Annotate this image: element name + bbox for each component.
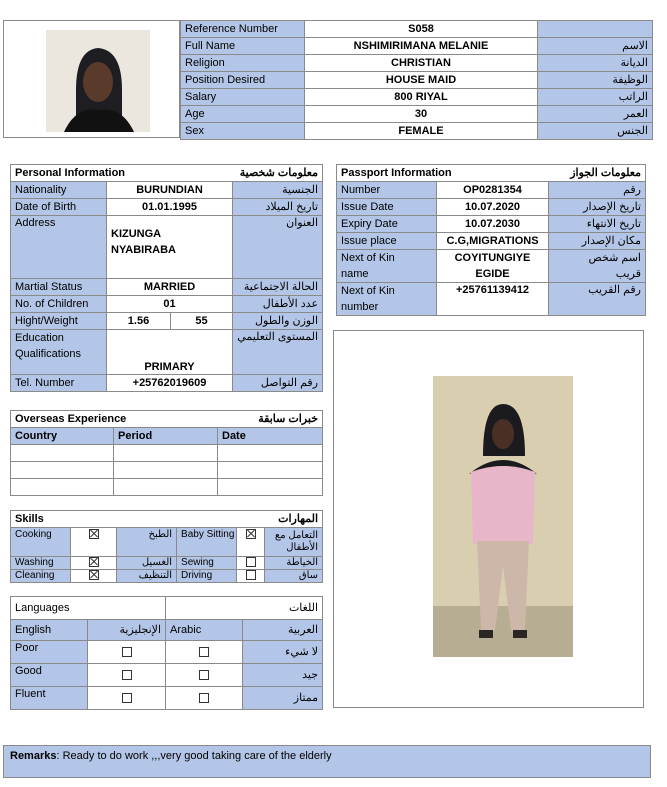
label: Salary xyxy=(181,89,305,106)
table-row xyxy=(11,462,323,479)
section-title: Languages xyxy=(11,597,166,620)
column-header: Country xyxy=(11,428,114,445)
overseas-header-row xyxy=(11,428,323,445)
label-ar: تاريخ الإصدار xyxy=(549,199,646,216)
cell xyxy=(11,445,114,462)
skill-label: Cooking xyxy=(11,528,71,557)
column-header: Date xyxy=(218,428,323,445)
row-education xyxy=(11,330,323,375)
skill-label-ar: الطبخ xyxy=(117,528,177,557)
level-label: Fluent xyxy=(11,687,88,710)
english-good-cell xyxy=(88,664,166,687)
label: Sex xyxy=(181,123,305,140)
arabic-good-checkbox[interactable] xyxy=(199,670,209,680)
english-fluent-cell xyxy=(88,687,166,710)
label-line2: number xyxy=(341,301,379,313)
value: +25761139412 xyxy=(437,283,549,316)
full-body-photo-frame xyxy=(333,330,644,708)
value: PRIMARY xyxy=(107,330,233,375)
label-line1: Education xyxy=(15,332,64,344)
skill-label-ar xyxy=(265,528,323,557)
label-ar: الراتب xyxy=(538,89,653,106)
value: 30 xyxy=(305,106,538,123)
label-ar-line1: اسم شخص xyxy=(588,252,641,264)
arabic-good-cell xyxy=(166,664,243,687)
address-line1: KIZUNGA xyxy=(111,228,162,240)
remarks-label: Remarks xyxy=(10,750,57,762)
skill-row-cooking xyxy=(11,528,323,557)
address-line2: NYABIRABA xyxy=(111,244,176,256)
level-label-ar: لا شيء xyxy=(243,641,323,664)
row-position xyxy=(181,72,653,89)
label-ar: تاريخ الانتهاء xyxy=(549,216,646,233)
overseas-title-row xyxy=(11,411,323,428)
row-nationality xyxy=(11,182,323,199)
cooking-checkbox-cell xyxy=(71,528,117,557)
value: HOUSE MAID xyxy=(305,72,538,89)
value: +25762019609 xyxy=(107,375,233,392)
cell xyxy=(218,445,323,462)
cooking-checkbox[interactable] xyxy=(89,529,99,539)
cell xyxy=(218,479,323,496)
level-label: Poor xyxy=(11,641,88,664)
skill-label-ar: الغسيل xyxy=(117,557,177,570)
value: 800 RIYAL xyxy=(305,89,538,106)
cell xyxy=(114,479,218,496)
languages-header-row xyxy=(11,620,323,641)
skill-row-washing xyxy=(11,557,323,570)
skill-label-ar: ساق xyxy=(265,570,323,583)
education-label xyxy=(11,330,107,375)
cell xyxy=(218,462,323,479)
label-line2: Qualifications xyxy=(15,348,82,360)
label: Number xyxy=(337,182,437,199)
label-ar: عدد الأطفال xyxy=(233,296,323,313)
value: NSHIMIRIMANA MELANIE xyxy=(305,38,538,55)
row-tel xyxy=(11,375,323,392)
skills-table xyxy=(10,510,323,583)
label: Reference Number xyxy=(181,21,305,38)
level-label-ar: ممتاز xyxy=(243,687,323,710)
label-ar: الاسم xyxy=(538,38,653,55)
row-salary xyxy=(181,89,653,106)
table-row xyxy=(11,445,323,462)
cell xyxy=(11,479,114,496)
value: 01.01.1995 xyxy=(107,199,233,216)
value: 01 xyxy=(107,296,233,313)
label-ar: الجنسية xyxy=(233,182,323,199)
label: Expiry Date xyxy=(337,216,437,233)
header-photo-cell xyxy=(3,20,180,138)
row-dob xyxy=(11,199,323,216)
remarks-box xyxy=(3,745,651,778)
washing-checkbox[interactable] xyxy=(89,557,99,567)
babysitting-checkbox-cell xyxy=(237,528,265,557)
label: Position Desired xyxy=(181,72,305,89)
value: MARRIED xyxy=(107,279,233,296)
label-ar: العنوان xyxy=(233,216,323,279)
value: CHRISTIAN xyxy=(305,55,538,72)
section-title-ar: معلومات الجواز xyxy=(549,165,646,182)
label-line2: name xyxy=(341,268,369,280)
label-ar xyxy=(538,21,653,38)
row-marital xyxy=(11,279,323,296)
label-line1: Next of Kin xyxy=(341,285,395,297)
row-expiry-date xyxy=(337,216,646,233)
skill-row-cleaning xyxy=(11,570,323,583)
label: No. of Children xyxy=(11,296,107,313)
arabic-poor-checkbox[interactable] xyxy=(199,647,209,657)
label: Age xyxy=(181,106,305,123)
label-ar: المستوى التعليمي xyxy=(233,330,323,375)
label-ar: الديانة xyxy=(538,55,653,72)
skill-label: Baby Sitting xyxy=(177,528,237,557)
column-header: Period xyxy=(114,428,218,445)
level-label: Good xyxy=(11,664,88,687)
kin-number-label xyxy=(337,283,437,316)
driving-checkbox[interactable] xyxy=(246,570,256,580)
kin-line1: COYITUNGIYE xyxy=(454,252,531,264)
skill-label: Cleaning xyxy=(11,570,71,583)
kin-label-ar xyxy=(549,250,646,283)
section-title: Personal Information xyxy=(11,165,171,182)
label-ar: رقم القريب xyxy=(549,283,646,316)
label: Martial Status xyxy=(11,279,107,296)
arabic-label: Arabic xyxy=(166,620,243,641)
header-info-table xyxy=(180,20,653,140)
overseas-experience-table xyxy=(10,410,323,496)
label: Hight/Weight xyxy=(11,313,107,330)
skill-label: Sewing xyxy=(177,557,237,570)
personal-title-row xyxy=(11,165,323,182)
height-value: 1.56 xyxy=(107,313,171,330)
label-ar-line2: قريب xyxy=(615,268,641,280)
label-ar: تاريخ الميلاد xyxy=(233,199,323,216)
passport-info-table xyxy=(336,164,646,316)
label: Date of Birth xyxy=(11,199,107,216)
label-ar: مكان الإصدار xyxy=(549,233,646,250)
section-title-ar: المهارات xyxy=(177,511,323,528)
driving-checkbox-cell xyxy=(237,570,265,583)
value: FEMALE xyxy=(305,123,538,140)
sewing-checkbox[interactable] xyxy=(246,557,256,567)
label-ar-line1: التعامل مع xyxy=(274,530,319,541)
arabic-fluent-checkbox[interactable] xyxy=(199,693,209,703)
address-value xyxy=(107,216,233,279)
value: 10.07.2020 xyxy=(437,199,549,216)
cell xyxy=(114,462,218,479)
value: 10.07.2030 xyxy=(437,216,549,233)
english-poor-checkbox[interactable] xyxy=(122,647,132,657)
label: Issue place xyxy=(337,233,437,250)
row-address xyxy=(11,216,323,279)
cell xyxy=(11,462,114,479)
section-title-ar: اللغات xyxy=(166,597,323,620)
value: BURUNDIAN xyxy=(107,182,233,199)
label-ar: الوزن والطول xyxy=(233,313,323,330)
kin-value xyxy=(437,250,549,283)
row-height-weight xyxy=(11,313,323,330)
cell xyxy=(114,445,218,462)
row-children xyxy=(11,296,323,313)
section-title-ar: خبرات سابقة xyxy=(218,411,323,428)
skill-label-ar: التنظيف xyxy=(117,570,177,583)
label: Religion xyxy=(181,55,305,72)
portrait-photo xyxy=(46,30,150,132)
kin-label xyxy=(337,250,437,283)
label: Issue Date xyxy=(337,199,437,216)
babysitting-checkbox[interactable] xyxy=(246,529,256,539)
value: C.G,MIGRATIONS xyxy=(437,233,549,250)
label-ar-line2: الأطفال xyxy=(286,542,319,553)
language-row-poor xyxy=(11,641,323,664)
arabic-poor-cell xyxy=(166,641,243,664)
label: Address xyxy=(11,216,107,279)
label: Nationality xyxy=(11,182,107,199)
row-sex xyxy=(181,123,653,140)
english-poor-cell xyxy=(88,641,166,664)
languages-table xyxy=(10,596,323,710)
cleaning-checkbox[interactable] xyxy=(89,570,99,580)
remarks-text: : Ready to do work ,,,very good taking care of the elderly xyxy=(56,750,332,762)
row-age xyxy=(181,106,653,123)
row-issue-place xyxy=(337,233,646,250)
kin-line2: EGIDE xyxy=(475,268,510,280)
language-row-good xyxy=(11,664,323,687)
row-issue-date xyxy=(337,199,646,216)
arabic-fluent-cell xyxy=(166,687,243,710)
section-title: Overseas Experience xyxy=(11,411,218,428)
skill-label: Washing xyxy=(11,557,71,570)
label-ar: العمر xyxy=(538,106,653,123)
row-kin-number xyxy=(337,283,646,316)
label-ar: الجنس xyxy=(538,123,653,140)
section-title-ar: معلومات شخصية xyxy=(171,165,323,182)
value: OP0281354 xyxy=(437,182,549,199)
weight-value: 55 xyxy=(171,313,233,330)
language-row-fluent xyxy=(11,687,323,710)
english-fluent-checkbox[interactable] xyxy=(122,693,132,703)
label-ar: رقم xyxy=(549,182,646,199)
skill-label-ar: الخياطة xyxy=(265,557,323,570)
skills-title-row xyxy=(11,511,323,528)
row-fullname xyxy=(181,38,653,55)
section-title: Skills xyxy=(11,511,177,528)
skill-label: Driving xyxy=(177,570,237,583)
label-ar: الحالة الاجتماعية xyxy=(233,279,323,296)
label-ar: الوظيفة xyxy=(538,72,653,89)
label: Full Name xyxy=(181,38,305,55)
personal-info-table xyxy=(10,164,323,392)
washing-checkbox-cell xyxy=(71,557,117,570)
table-row xyxy=(11,479,323,496)
english-good-checkbox[interactable] xyxy=(122,670,132,680)
label: Tel. Number xyxy=(11,375,107,392)
section-title: Passport Information xyxy=(337,165,549,182)
languages-title-row xyxy=(11,597,323,620)
value: S058 xyxy=(305,21,538,38)
row-kin-name xyxy=(337,250,646,283)
label-ar: رقم التواصل xyxy=(233,375,323,392)
full-body-photo xyxy=(433,376,573,657)
row-passport-number xyxy=(337,182,646,199)
level-label-ar: جيد xyxy=(243,664,323,687)
passport-title-row xyxy=(337,165,646,182)
label-line1: Next of Kin xyxy=(341,252,395,264)
row-reference xyxy=(181,21,653,38)
sewing-checkbox-cell xyxy=(237,557,265,570)
cleaning-checkbox-cell xyxy=(71,570,117,583)
english-label-ar: الإنجليزية xyxy=(88,620,166,641)
arabic-label-ar: العربية xyxy=(243,620,323,641)
english-label: English xyxy=(11,620,88,641)
row-religion xyxy=(181,55,653,72)
